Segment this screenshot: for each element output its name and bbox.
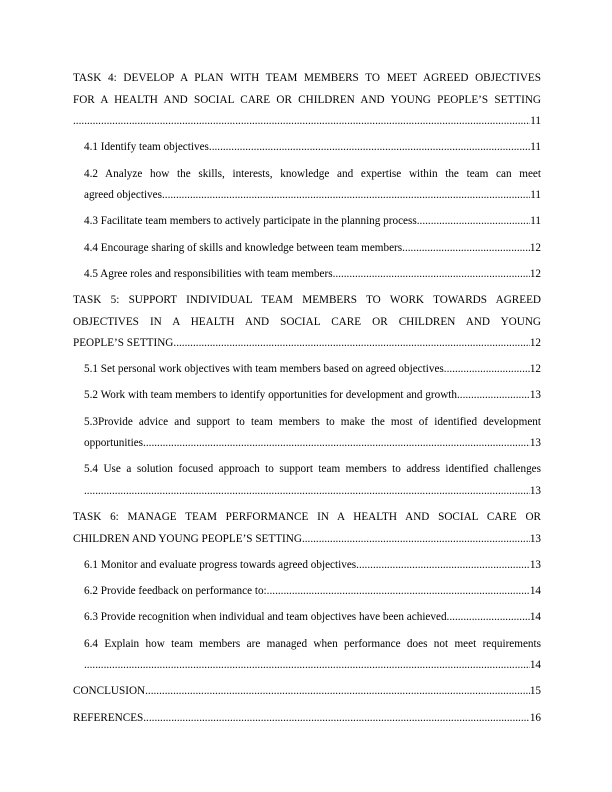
- toc-entry-text: 4.4 Encourage sharing of skills and knowledge between team members: [84, 241, 403, 254]
- dot-leader: [173, 333, 529, 355]
- toc-entry-references[interactable]: [73, 708, 541, 730]
- toc-entry-text: 6.1 Monitor and evaluate progress towards agreed objectives: [84, 559, 357, 571]
- toc-page-number: 13: [529, 389, 541, 402]
- toc-leader: [84, 655, 541, 677]
- toc-entry-4-2[interactable]: [73, 164, 541, 207]
- dot-leader: [333, 264, 530, 286]
- toc-entry-4-5[interactable]: [73, 264, 541, 286]
- toc-entry-5-3[interactable]: [73, 412, 541, 455]
- toc-entry-6-4[interactable]: [73, 634, 541, 677]
- toc-entry-text: 5.4 Use a solution focused approach to support team members to address identified challenges: [84, 463, 541, 476]
- toc-page-number: 11: [530, 189, 541, 202]
- toc-page-number: 12: [529, 241, 541, 254]
- toc-entry-5-2[interactable]: [73, 385, 541, 407]
- dot-leader: [267, 581, 530, 603]
- toc-page-number: 12: [529, 363, 541, 376]
- toc-entry-task-5[interactable]: [73, 290, 541, 355]
- toc-entry-4-1[interactable]: [73, 137, 541, 159]
- toc-leader: [84, 581, 541, 603]
- toc-entry-text: TASK 4: DEVELOP A PLAN WITH TEAM MEMBERS TO MEET AGREED OBJECTIVES: [73, 72, 541, 84]
- toc-leader: [84, 385, 541, 407]
- toc-page-number: 13: [529, 559, 541, 571]
- toc-entry-5-1[interactable]: [73, 359, 541, 381]
- toc-page-number: 14: [529, 585, 541, 598]
- toc-entry-text: REFERENCES: [73, 711, 144, 724]
- toc-page-number: 11: [530, 141, 541, 154]
- toc-page-number: 12: [529, 267, 541, 280]
- toc-page-number: 13: [529, 532, 541, 545]
- toc-entry-text: 4.5 Agree roles and responsibilities with team members: [84, 267, 333, 280]
- dot-leader: [73, 111, 530, 133]
- toc-leader: [84, 185, 541, 207]
- dot-leader: [447, 607, 530, 629]
- dot-leader: [302, 529, 530, 551]
- toc-entry-text: CONCLUSION: [73, 685, 146, 698]
- toc-entry-text: CHILDREN AND YOUNG PEOPLE’S SETTING: [73, 532, 302, 545]
- toc-entry-4-4[interactable]: [73, 238, 541, 260]
- table-of-contents: [73, 68, 541, 729]
- toc-entry-text: 5.3Provide advice and support to team members to make the most of identified development: [84, 415, 541, 428]
- toc-entry-6-1[interactable]: [73, 555, 541, 577]
- toc-entry-text: 5.2 Work with team members to identify opportunities for development and growth: [84, 389, 457, 402]
- toc-entry-text: 6.3 Provide recognition when individual and team objectives have been achieved: [84, 611, 447, 624]
- toc-entry-task-6[interactable]: [73, 507, 541, 550]
- toc-page-number: 12: [529, 337, 541, 350]
- toc-page-number: 14: [529, 611, 541, 624]
- toc-leader: [73, 111, 541, 133]
- toc-leader: [84, 264, 541, 286]
- dot-leader: [84, 481, 530, 503]
- toc-entry-4-3[interactable]: [73, 211, 541, 233]
- toc-entry-text: 6.2 Provide feedback on performance to:: [84, 585, 267, 598]
- dot-leader: [145, 681, 530, 703]
- toc-entry-6-2[interactable]: [73, 581, 541, 603]
- dot-leader: [417, 211, 530, 233]
- dot-leader: [444, 359, 530, 381]
- toc-page-number: 11: [530, 115, 541, 128]
- toc-leader: [73, 681, 541, 703]
- dot-leader: [162, 185, 530, 207]
- toc-page-number: 11: [530, 215, 541, 228]
- toc-entry-text: agreed objectives: [84, 189, 162, 202]
- toc-leader: [84, 238, 541, 260]
- toc-page-number: 16: [529, 711, 541, 724]
- toc-entry-text: 5.1 Set personal work objectives with team members based on agreed objectives: [84, 363, 444, 376]
- toc-leader: [84, 359, 541, 381]
- dot-leader: [209, 137, 530, 159]
- toc-entry-conclusion[interactable]: [73, 681, 541, 703]
- dot-leader: [356, 555, 530, 577]
- toc-entry-text: OBJECTIVES IN A HEALTH AND SOCIAL CARE OR CHILDREN AND YOUNG: [73, 315, 541, 328]
- toc-entry-task-4[interactable]: [73, 68, 541, 133]
- toc-entry-6-3[interactable]: [73, 607, 541, 629]
- toc-entry-text: PEOPLE’S SETTING: [73, 337, 174, 350]
- toc-leader: [84, 607, 541, 629]
- toc-entry-5-4[interactable]: [73, 459, 541, 502]
- toc-page-number: 14: [529, 659, 541, 672]
- toc-entry-text: 4.3 Facilitate team members to actively participate in the planning process: [84, 215, 417, 228]
- toc-entry-text: opportunities: [84, 437, 144, 450]
- toc-entry-text: 4.1 Identify team objectives: [84, 141, 209, 154]
- toc-leader: [84, 211, 541, 233]
- toc-leader: [84, 555, 541, 577]
- toc-page-number: 13: [529, 485, 541, 498]
- toc-entry-text: FOR A HEALTH AND SOCIAL CARE OR CHILDREN AND YOUNG PEOPLE’S SETTING: [73, 93, 541, 106]
- toc-entry-text: TASK 6: MANAGE TEAM PERFORMANCE IN A HEALTH AND SOCIAL CARE OR: [73, 511, 541, 524]
- toc-leader: [84, 433, 541, 455]
- toc-entry-text: 4.2 Analyze how the skills, interests, knowledge and expertise within the team can meet: [84, 167, 541, 180]
- toc-leader: [73, 708, 541, 730]
- toc-page-number: 13: [529, 437, 541, 450]
- dot-leader: [84, 655, 530, 677]
- dot-leader: [457, 385, 530, 407]
- toc-page-number: 15: [529, 685, 541, 698]
- toc-entry-text: 6.4 Explain how team members are managed when performance does not meet requirements: [84, 637, 541, 650]
- toc-leader: [73, 529, 541, 551]
- toc-leader: [84, 137, 541, 159]
- toc-entry-text: TASK 5: SUPPORT INDIVIDUAL TEAM MEMBERS TO WORK TOWARDS AGREED: [73, 293, 541, 306]
- toc-leader: [73, 333, 541, 355]
- dot-leader: [143, 708, 530, 730]
- dot-leader: [402, 238, 530, 260]
- toc-leader: [84, 481, 541, 503]
- dot-leader: [143, 433, 530, 455]
